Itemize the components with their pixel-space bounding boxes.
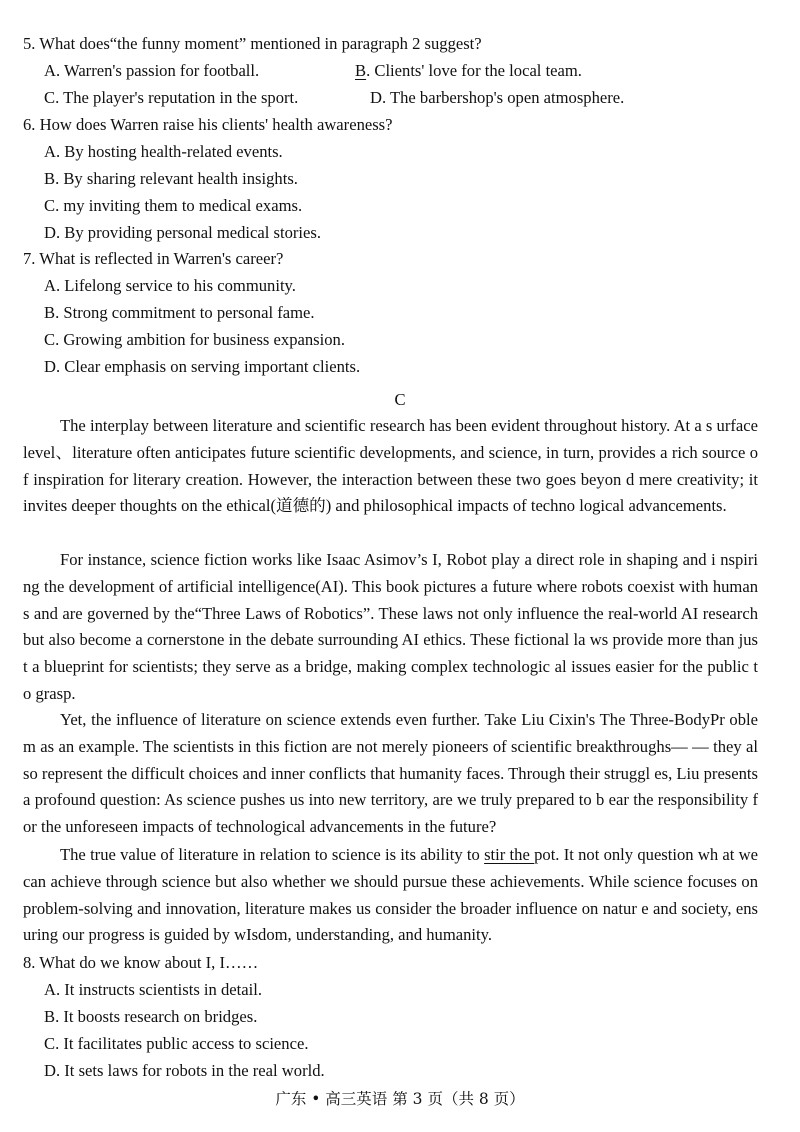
option-8a bbox=[0, 976, 800, 1003]
section-heading: C bbox=[394, 390, 406, 409]
option-text: A. By hosting health-related events. bbox=[44, 142, 283, 161]
option-5b: B. Clients' love for the local team. bbox=[355, 61, 582, 80]
paragraph-text: Yet, the influence of literature on science extends even further. Take Liu Cixin's The Three-BodyPr oblem as an example. The scientists in this fiction are not merely pioneers of scientific breakthroughs— — they also represent the difficult choices and inner conflicts that humanity faces. Through their struggl es, Liu presents a profound question: As science pushes us into new territory, are we truly prepared to b ear the responsibility for the unforeseen impacts of technological advancements in the future? bbox=[23, 710, 758, 837]
paragraph-text: The true value of literature in relation to science is its ability to bbox=[60, 845, 485, 864]
option-8d bbox=[0, 1057, 800, 1084]
question-5-options-row-1 bbox=[0, 57, 800, 84]
option-text: The barbershop's open atmosphere. bbox=[389, 88, 625, 107]
paragraph-text: pot. It not only question wh at we can achieve through science but also whether we should pursue these achievements. While science focuses on problem-solving and innovation, literature makes us consider the broader influence on natur e and society, ensuring our progress is guided by wIsdom, understanding, and humanity. bbox=[23, 845, 758, 945]
option-text: B. It boosts research on bridges. bbox=[44, 1007, 258, 1026]
underlined-phrase: stir the bbox=[484, 845, 535, 864]
option-7d bbox=[0, 353, 800, 380]
question-5-options-row-2 bbox=[0, 84, 800, 111]
option-text: C. It facilitates public access to science. bbox=[44, 1034, 309, 1053]
option-text: Warren's passion for football. bbox=[63, 61, 260, 80]
passage-paragraph-3 bbox=[23, 707, 758, 841]
option-6a bbox=[0, 138, 800, 165]
passage-paragraph-4 bbox=[23, 842, 758, 950]
option-text: B. Strong commitment to personal fame. bbox=[44, 303, 315, 322]
option-letter: B bbox=[355, 61, 367, 80]
option-letter: D bbox=[370, 88, 382, 107]
option-6c bbox=[0, 192, 800, 219]
question-6-stem: 6. How does Warren raise his clients' health awareness? bbox=[23, 115, 393, 134]
passage-paragraph-2 bbox=[23, 547, 758, 707]
option-text: C. Growing ambition for business expansion. bbox=[44, 330, 345, 349]
option-8b bbox=[0, 1003, 800, 1030]
option-text: A. It instructs scientists in detail. bbox=[44, 980, 262, 999]
question-5-stem: 5. What does“the funny moment” mentioned in paragraph 2 suggest? bbox=[23, 34, 482, 53]
option-5c: C. The player's reputation in the sport. bbox=[44, 88, 299, 107]
option-6d bbox=[0, 219, 800, 246]
option-7c bbox=[0, 326, 800, 353]
paragraph-text: The interplay between literature and scientific research has been evident throughout history. At a s urface level、literature often anticipates future scientific developments, and science, in turn, provides a rich source of inspiration for literary creation. However, the interaction between these two goes beyon d mere creativity; it invites deeper thoughts on the ethical(道德的) and philosophical impacts of techno logical advancements. bbox=[23, 416, 758, 516]
option-text: D. By providing personal medical stories. bbox=[44, 223, 321, 242]
page-footer: 广东 • 高三英语 第 3 页（共 8 页） bbox=[275, 1090, 525, 1108]
option-letter: A bbox=[44, 61, 56, 80]
option-text: Clients' love for the local team. bbox=[374, 61, 582, 80]
passage-paragraph-1 bbox=[23, 413, 758, 547]
option-8c bbox=[0, 1030, 800, 1057]
option-text: D. It sets laws for robots in the real world. bbox=[44, 1061, 325, 1080]
question-7-stem: 7. What is reflected in Warren's career? bbox=[23, 249, 284, 268]
option-text: A. Lifelong service to his community. bbox=[44, 276, 296, 295]
option-7b bbox=[0, 299, 800, 326]
question-8-stem: 8. What do we know about I, I…… bbox=[23, 953, 259, 972]
option-text: C. my inviting them to medical exams. bbox=[44, 196, 303, 215]
option-text: The player's reputation in the sport. bbox=[63, 88, 299, 107]
option-5a: A. Warren's passion for football. bbox=[44, 61, 260, 80]
option-6b bbox=[0, 165, 800, 192]
option-5d: D. The barbershop's open atmosphere. bbox=[370, 88, 625, 107]
option-text: B. By sharing relevant health insights. bbox=[44, 169, 298, 188]
option-text: D. Clear emphasis on serving important clients. bbox=[44, 357, 361, 376]
option-7a bbox=[0, 272, 800, 299]
option-letter: C bbox=[44, 88, 56, 107]
paragraph-text: For instance, science fiction works like Isaac Asimov’s I, Robot play a direct role in shaping and i nspiring the development of artificial intelligence(AI). This book pictures a future where robots coexist with humans and are governed by the“Three Laws of Robotics”. These laws not only influence the real-world AI research but also become a cornerstone in the debate surrounding AI ethics. These fictional la ws provide more than just a blueprint for scientists; they serve as a bridge, making complex technologic al issues easier for the public to grasp. bbox=[23, 550, 758, 703]
